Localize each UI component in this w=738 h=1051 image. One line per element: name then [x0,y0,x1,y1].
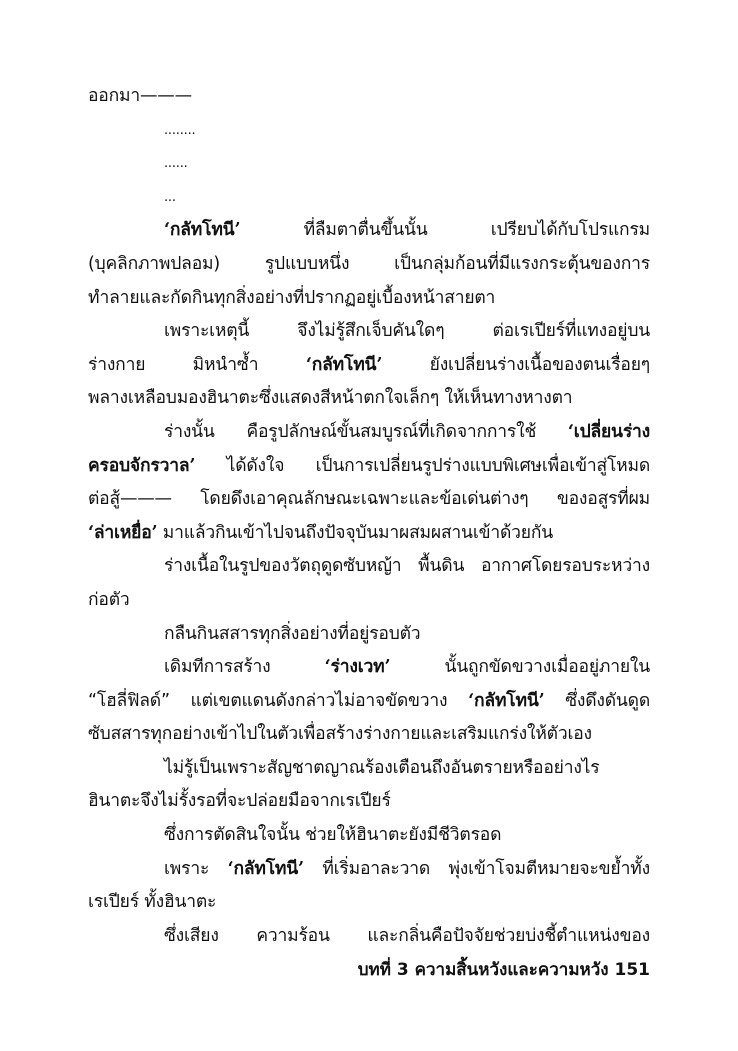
text-line [88,349,650,383]
emphasis-term: ‘ล่าเหยื่อ’ [88,522,158,543]
ellipsis-line: ... [164,189,176,205]
text-span: ได้ดังใจ เป็นการเปลี่ยนรูปร่างแบบพิเศษเพื่อเข้าสู่โหมด [195,455,650,476]
emphasis-term: ‘กลัทโทนี’ [468,690,545,711]
paragraph-line [88,214,650,248]
text-span: ร่างนั้น คือรูปลักษณ์ขั้นสมบูรณ์ที่เกิดจากการใช้ [164,421,568,442]
text-line: เรเปียร์ ทั้งฮินาตะ [88,892,217,913]
text-line: ทำลายและกัดกินทุกสิ่งอย่างที่ปรากฏอยู่เบื้องหน้าสายตา [88,287,496,308]
running-footer: บทที่ 3 ความสิ้นหวังและความหวัง 151 [357,960,650,980]
text-span: ที่ลืมตาตื่นขึ้นนั้น เปรียบได้กับโปรแกรม [240,220,650,241]
emphasis-term: ‘กลัทโทนี’ [164,220,241,241]
text-line: ก่อตัว [88,589,130,610]
emphasis-term: ครอบจักรวาล’ [88,455,196,476]
emphasis-term: ‘กลัทโทนี’ [227,858,304,879]
paragraph-line [88,416,650,450]
text-span: เพราะ [164,858,228,879]
text-line [88,685,650,719]
text-line: (บุคลิกภาพปลอม) รูปแบบหนึ่ง เป็นกลุ่มก้อนที่มีแรงกระตุ้นของการ [88,253,650,274]
page-body [88,80,650,953]
paragraph-line: ซึ่งเสียง ความร้อน และกลิ่นคือปัจจัยช่วยบ่งชี้ตำแหน่งของ [164,925,650,946]
paragraph-line: กลืนกินสสารทุกสิ่งอย่างที่อยู่รอบตัว [164,623,421,644]
ellipsis-line: ...... [164,156,188,172]
paragraph-line [88,853,650,887]
text-line: ต่อสู้——— โดยดึงเอาคุณลักษณะเฉพาะและข้อเด่นต่างๆ ของอสูรที่ผม [88,489,650,510]
text-span: ที่เริ่มอาละวาด พุ่งเข้าโจมตีหมายจะขย้ำทั้ง [303,858,650,879]
text-span: ยังเปลี่ยนร่างเนื้อของตนเรื่อยๆ [382,354,650,375]
text-span: มาแล้วกินเข้าไปจนถึงปัจจุบันมาผสมผสานเข้าด้วยกัน [157,522,553,543]
text-span: ซึ่งดึงดันดูด [544,690,650,711]
text-line: ซับสสารทุกอย่างเข้าไปในตัวเพื่อสร้างร่างกายและเสริมแกร่งให้ตัวเอง [88,724,592,745]
emphasis-term: ‘เปลี่ยนร่าง [567,421,650,442]
text-span: เดิมทีการสร้าง [164,657,325,678]
text-span: นั้นถูกขัดขวางเมื่ออยู่ภายใน [390,657,650,678]
text-span: ร่างกาย มิหนำซ้ำ [88,354,306,375]
text-line [88,517,650,551]
paragraph-line [88,651,650,685]
paragraph-line: เพราะเหตุนี้ จึงไม่รู้สึกเจ็บคันใดๆ ต่อเรเปียร์ที่แทงอยู่บน [164,321,650,342]
text-line: ออกมา——— [88,86,192,106]
text-span: “โฮลี่ฟิลด์” แต่เขตแดนดังกล่าวไม่อาจขัดขวาง [88,690,469,711]
paragraph-line: ซึ่งการตัดสินใจนั้น ช่วยให้ฮินาตะยังมีชีวิตรอด [164,825,502,846]
emphasis-term: ‘ร่างเวท’ [324,657,391,678]
ellipsis-line: ........ [164,122,196,138]
paragraph-line: ไม่รู้เป็นเพราะสัญชาตญาณร้องเตือนถึงอันตรายหรืออย่างไร [164,757,600,778]
text-line [88,450,650,484]
text-line: ฮินาตะจึงไม่รั้งรอที่จะปล่อยมือจากเรเปียร์ [88,791,391,812]
text-line: พลางเหลือบมองฮินาตะซึ่งแสดงสีหน้าตกใจเล็กๆ ให้เห็นทางหางตา [88,388,573,409]
paragraph-line: ร่างเนื้อในรูปของวัตถุดูดซับหญ้า พื้นดิน อากาศโดยรอบระหว่าง [164,556,650,577]
emphasis-term: ‘กลัทโทนี’ [305,354,383,375]
